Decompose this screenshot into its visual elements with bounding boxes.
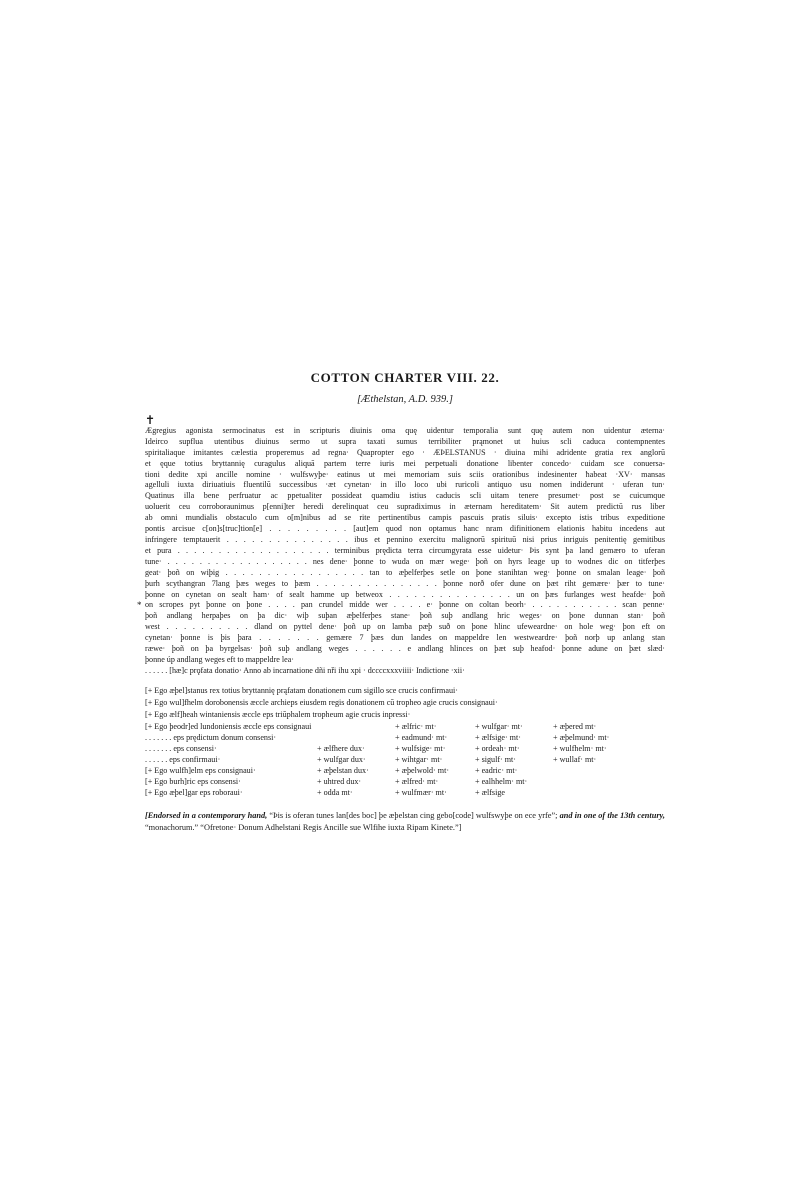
witness-row [145, 776, 609, 787]
witness-cell [317, 721, 395, 732]
witness-cell: [+ Ego þeodr]ed lundoniensis æccle eps consignaui [145, 722, 312, 732]
witness-cell: + ælfred· mt· [395, 777, 439, 787]
witness-cell: + ealhhelm· mt· [475, 777, 528, 787]
charter-line: þoñ andlang herpaþes on þa dic· wiþ suþan æþelferþes stane· þoñ suþ andlang hric weges· on þone dunnan stan· þoñ [145, 611, 665, 621]
witness-cell: + wulfsige· mt· [395, 744, 446, 754]
signatures-primary [145, 685, 665, 722]
charter-line: infringere temptauerit . . . . . . . . . . . . . . . ibus et pennino exercitu malignorū spirituū nisi prius inriguis penitentię gemitibus [145, 534, 665, 544]
witness-cell: . . . . . . . eps consensi· [145, 744, 217, 754]
margin-mark: * [137, 600, 142, 611]
signature-line: [+ Ego ælf]heah wintaniensis æccle eps triūphalem tropheum agie crucis inpressi· [145, 710, 411, 720]
witness-cell: . . . . . . . eps prędictum donum consensi· [145, 733, 277, 743]
charter-line: agelluli iuxta diriuatiuis fluentilū successibus ·æt cynetan· in illo loco ubi ruricoli antiquo usu nomen indiderunt · uferan tun· [145, 480, 665, 490]
witness-cell [553, 787, 609, 798]
charter-line: uoluerit ceu corroboraunimus p[enni]ter heredi derelinquat ceu supradiximus in æternam hereditatem· Sit autem predictū rus liber [145, 502, 665, 512]
witness-cell: + wulfgar· mt· [475, 722, 523, 732]
witness-row [145, 754, 609, 765]
charter-line: Quatinus illa bene perfruatur ac ppetualiter possideat quamdiu istius caducis scli uitam tenere presumet· post se cuicumque [145, 491, 665, 501]
witness-cell: + ælfric· mt· [395, 722, 437, 732]
witness-row [145, 732, 609, 743]
witness-row [145, 743, 609, 754]
witness-cell: + eadmund· mt· [395, 733, 448, 743]
signature-line: [+ Ego wul]fhelm dorobonensis æccle archieps eiusdem regis donationem cū tropheo agie crucis consignaui· [145, 697, 498, 707]
witness-cell: + wulfmær· mt· [395, 788, 447, 798]
witness-row [145, 765, 609, 776]
page-title: COTTON CHARTER VIII. 22. [310, 370, 500, 385]
endorsement-text-1: “Þis is oferan tunes lan[des boc] þe æþelstan cing gebo[code] wulfswyþe on ece yrfe”; [267, 811, 558, 821]
page-subtitle: [Æthelstan, A.D. 939.] [356, 394, 454, 405]
witness-cell: [+ Ego wulfh]elm eps consignaui· [145, 766, 256, 776]
endorsement-note [145, 810, 665, 832]
charter-body [137, 413, 665, 677]
charter-line: . . . . . . [hæ]c prǫfata donatio· Anno ab incarnatione dñi nři ihu xpi · dccccxxxviiii· Indictione ·xii· [145, 665, 465, 675]
endorsement-lead: [Endorsed in a contemporary hand, [145, 811, 268, 821]
charter-line: þonne on cynetan on sealt ham· of sealt hamme up betweox . . . . . . . . . . . . . . . un on þæs furlanges west heafde· þoñ [145, 589, 665, 599]
charter-line: spiritaliaque imitantes cælestia properemus ad regna· Quapropter ego · ÆÞELSTANUS · diuina mihi adridente gratia rex anglorū [145, 447, 665, 457]
witness-cell: + æþered mt· [553, 722, 597, 732]
charter-line: þonne úp andlang weges eft to mappeldre lea· [145, 654, 295, 664]
witness-cell: + wulfgar dux· [317, 755, 366, 765]
cross-icon: ✝ [145, 413, 156, 427]
witness-cell: + sigulf· mt· [475, 755, 516, 765]
charter-line: ræwe· þoñ on þa byrgelsas· þoñ suþ andlang weges . . . . . . e andlang hlinces on þæt suþ heafod· þonne adune on þæt slæd· [145, 644, 665, 654]
charter-line: ab omni mundialis obstaculo cum o[m]nibus ad se rite pertinentibus campis pascuis pratis siluis· excepto istis tribus expeditione [145, 513, 665, 523]
endorsement-text-2: “monachorum.” “Ofretone· Donum Adhelstani Regis Ancille sue Wlfihe iuxta Ripam Kinete.”] [145, 822, 462, 832]
witness-cell [553, 765, 609, 776]
charter-line: on scropes pyt þonne on þone . . . . pan crundel midde wer . . . . e· þonne on coltan beorh· . . . . . . . . . . . scan penne· * [137, 600, 665, 611]
charter-line: pontis arcisue c[on]s[truc]tion[e] . . . . . . . . . [aut]em quod non optamus hanc nram difinitionem elationis habitu incedens aut [145, 524, 665, 534]
witness-cell: + wullaf· mt· [553, 755, 597, 765]
witness-cell: + ordeah· mt· [475, 744, 520, 754]
endorsement-italic-2: and in one of the 13th century, [557, 811, 665, 821]
charter-line: þurh scythangran 7lang þæs weges to þæm . . . . . . . . . . . . . . . þonne norð ofer dune on þæt riht gemære· þær to tune· [145, 578, 665, 588]
charter-line: et pura . . . . . . . . . . . . . . . . . . . terminibus prędicta terra circumgyrata esse uidetur· Þis synt þa land gemæro to uferan [145, 545, 665, 555]
witness-row [145, 787, 609, 798]
witness-cell: + ælfhere dux· [317, 744, 365, 754]
witness-cell: + uhtred dux· [317, 777, 362, 787]
charter-line: cynetan· þonne is þis þara . . . . . . . gemære 7 þæs dun landes on mappeldre len westweardre· þoñ norþ up anlang stan [145, 633, 665, 643]
witness-cell: + ælfsige· mt· [475, 733, 521, 743]
witness-cell: + æþelstan dux· [317, 766, 369, 776]
witness-row [145, 721, 609, 732]
charter-line: tioni dedite xpi ancille nomine · wulfswyþe· eatinus ut mei memoriam suis sciis orationibus indesinenter ħabeat ·XV· mansas [145, 469, 665, 479]
signature-line: [+ Ego æþel]stanus rex totius bryttannię prąfatam donationem cum sigillo sce crucis confirmaui· [145, 685, 458, 695]
witness-cell: + wulfhelm· mt· [553, 744, 607, 754]
witness-cell: [+ Ego æþel]gar eps roboraui· [145, 788, 243, 798]
charter-line: Ideirco supflua utentibus diuinus sermo ut supra taxati sumus terribiliter prąmonet ut huius scli caduca contempnentes [145, 436, 665, 446]
charter-page [137, 370, 665, 833]
witness-cell: . . . . . . eps confirmaui· [145, 755, 221, 765]
charter-line: tune· . . . . . . . . . . . . . . . . . . nes dene· þonne to wuda on mær wege· þoñ on hyrs leage up to wodnes dic on titferþes [145, 556, 665, 566]
witness-cell: + æþelmund· mt· [553, 733, 610, 743]
witness-cell: + æþelwold· mt· [395, 766, 450, 776]
charter-line: Ægregius agonista sermocinatus est in scripturis diuinis oma quę uidentur temporalia sunt quę autem non uidentur æterna· [145, 425, 665, 435]
witness-cell: [+ Ego burh]ric eps consensi· [145, 777, 241, 787]
witness-list [145, 721, 609, 798]
witness-cell [553, 776, 609, 787]
witness-cell: + odda mt· [317, 788, 353, 798]
charter-line: et ęque totius bryttannię curagulus aliquā partem terre iuris mei perpetuali donatione libenter concedo· cuidam sce conuersa- [145, 458, 665, 468]
witness-cell: + ælfsige [475, 788, 505, 798]
witness-cell [317, 732, 395, 743]
charter-line: geat· þoñ on wiþig . . . . . . . . . . . . . . . . . tan to æþelferþes setle on þone stanihtan weg· þonne on smalan leage· þoñ [145, 567, 665, 577]
witness-cell: + eadric· mt· [475, 766, 518, 776]
witness-cell: + wihtgar· mt· [395, 755, 443, 765]
charter-line: west . . . . . . . . . . dland on pyttel dene· þoñ up on lamba pæþ suð on þone hlinc ufeweardne· on hole weg· þon eft on [145, 622, 665, 632]
